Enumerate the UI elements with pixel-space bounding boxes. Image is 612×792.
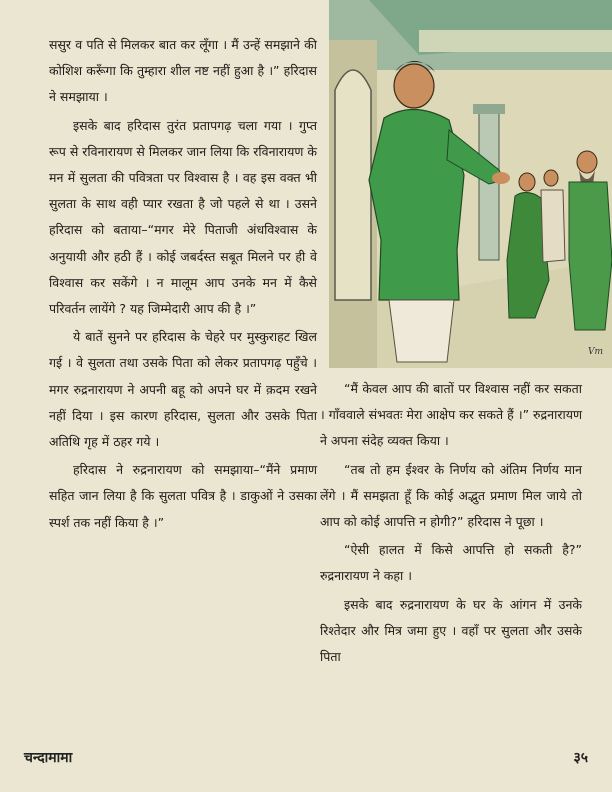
father-body — [541, 190, 565, 262]
rudranarayan-robe — [569, 182, 612, 330]
father-head — [544, 170, 558, 186]
arch-doorway — [335, 70, 371, 300]
paragraph: इसके बाद रुद्रनारायण के घर के आंगन में उनके रिश्तेदार और मित्र जमा हुए । वहाँ पर सुलता और उसके पिता — [320, 596, 582, 665]
pillar-capital — [473, 104, 505, 114]
paragraph: “तब तो हम ईश्वर के निर्णय को अंतिम निर्णय मान लेंगे । मैं समझता हूँ कि कोई अद्भुत प्रमाण मिल जाये तो आप को कोई आपत्ति न होगी?” हरिदास ने पूछा । — [320, 461, 582, 530]
paragraph: “ऐसी हालत में किसे आपत्ति हो सकती है?” रुद्रनारायण ने कहा । — [320, 542, 582, 584]
haridas-head — [394, 64, 434, 108]
paragraph: “मैं केवल आप की बातों पर विश्वास नहीं कर सकता । गाँववाले संभवतः मेरा आक्षेप कर सकते हैं ।” रुद्रनारायण ने अपना संदेह व्यक्त किया । — [320, 381, 582, 449]
right-text-column — [320, 376, 582, 670]
illustration-drawing — [329, 0, 612, 368]
pillar — [479, 110, 499, 260]
left-text-column — [49, 32, 317, 536]
sulata-head — [519, 173, 535, 191]
rudranarayan-head — [577, 151, 597, 173]
page-footer — [24, 748, 588, 772]
page-number: ३५ — [573, 750, 588, 766]
haridas-hand — [492, 172, 510, 184]
paragraph: हरिदास ने रुद्रनारायण को समझाया–“मैंने प्रमाण सहित जान लिया है कि सुलता पवित्र है । डाकुओं ने उसका स्पर्श तक नहीं किया है ।” — [49, 462, 317, 530]
magazine-title: चन्दामामा — [24, 750, 73, 766]
paragraph: ससुर व पति से मिलकर बात कर लूँगा । मैं उन्हें समझाने की कोशिश करूँगा कि तुम्हारा शील नष्ट नहीं हुआ है ।” हरिदास ने समझाया । — [49, 37, 317, 105]
haridas-dhoti — [389, 300, 454, 362]
upper-beam — [419, 30, 612, 52]
artist-signature: Vm — [588, 347, 604, 357]
paragraph: इसके बाद हरिदास तुरंत प्रतापगढ़ चला गया । गुप्त रूप से रविनारायण से मिलकर जान लिया कि रविनारायण के मन में सुलता की पवित्रता पर विश्वास है । वह इस वक्त भी सुलता के साथ वही प्यार रखता है जो पहले से था । उसने हरिदास को बताया–“मगर मेरे पिताजी अंधविश्वास के अनुयायी और हठी हैं । कोई जबर्दस्त सबूत मिलने पर ही वे विश्वास कर सकेंगे । न मालूम आप उनके मन में कैसे परिवर्तन लायेंगे ? यह जिम्मेदारी आप की है ।” — [49, 117, 317, 317]
paragraph: ये बातें सुनने पर हरिदास के चेहरे पर मुस्कुराहट खिल गई । वे सुलता तथा उसके पिता को लेकर प्रतापगढ़ पहुँचे । मगर रुद्रनारायण ने अपनी बहू को अपने घर में क़दम रखने नहीं दिया । इस कारण हरिदास, सुलता और उसके पिता अतिथि गृह में ठहर गये । — [49, 329, 317, 450]
story-illustration — [329, 0, 612, 368]
